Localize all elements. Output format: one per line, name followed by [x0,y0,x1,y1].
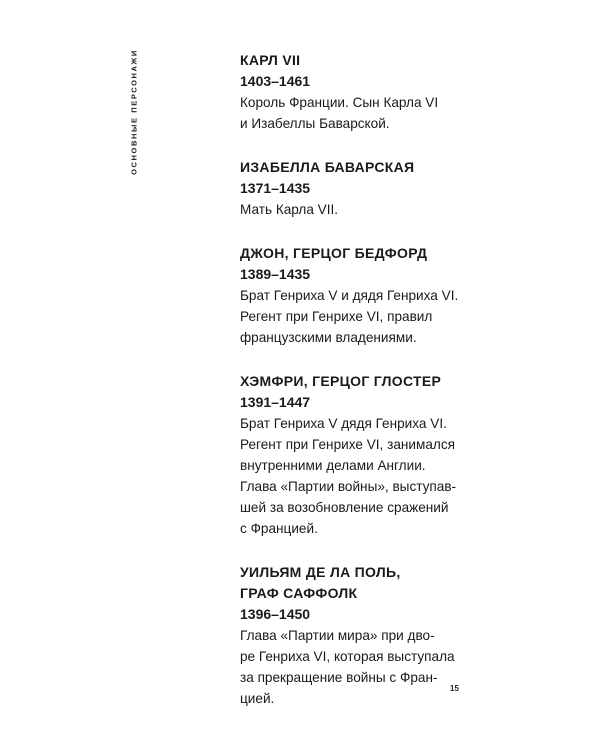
character-entry-charles-vii [240,50,500,134]
character-entry-suffolk [240,562,500,709]
character-name: УИЛЬЯМ ДЕ ЛА ПОЛЬ, ГРАФ САФФОЛК [240,564,401,601]
character-description: Мать Карла VII. [240,202,339,217]
section-title: ОСНОВНЫЕ ПЕРСОНАЖИ [129,49,139,175]
character-years: 1403–1461 [240,73,311,89]
character-years: 1396–1450 [240,606,311,622]
character-description: Глава «Партии мира» при дво- ре Генриха VI, которая выступала за прекращение войны с Фран- цией. [240,628,455,706]
character-name: ДЖОН, ГЕРЦОГ БЕДФОРД [240,245,428,261]
page-number: 15 [450,684,459,693]
character-name: КАРЛ VII [240,52,301,68]
character-years: 1391–1447 [240,394,311,410]
character-years: 1371–1435 [240,180,311,196]
character-entry-gloucester [240,371,500,539]
character-description: Брат Генриха V дядя Генриха VI. Регент при Генрихе VI, занимался внутренними делами Англии. Глава «Партии войны», выступав- шей за возобновление сражений с Францией. [240,416,457,536]
character-entry-isabeau [240,157,500,220]
character-list [240,50,500,732]
character-name: ИЗАБЕЛЛА БАВАРСКАЯ [240,159,415,175]
character-name: ХЭМФРИ, ГЕРЦОГ ГЛОСТЕР [240,373,442,389]
character-years: 1389–1435 [240,266,311,282]
character-description: Брат Генриха V и дядя Генриха VI. Регент при Генрихе VI, правил французскими владениями. [240,288,459,345]
character-entry-bedford [240,243,500,348]
character-description: Король Франции. Сын Карла VI и Изабеллы Баварской. [240,95,439,131]
